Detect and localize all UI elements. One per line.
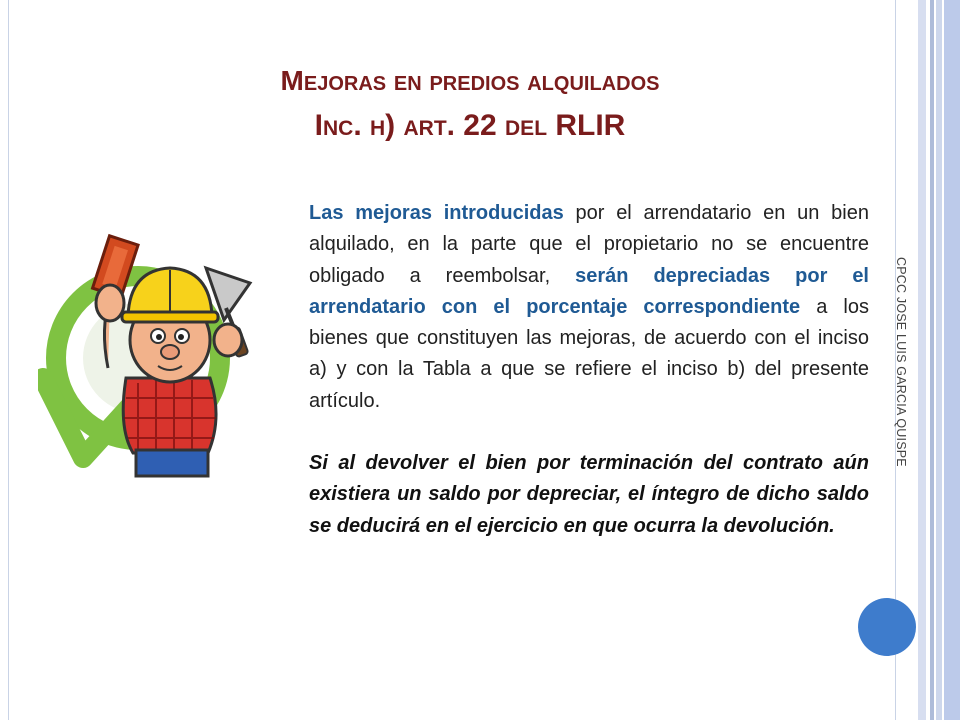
construction-worker-icon xyxy=(38,228,268,478)
decorative-stripe xyxy=(936,0,942,720)
decorative-stripe xyxy=(930,0,934,720)
highlight-depreciadas: serán depreciadas por el arrendatario con el porcentaje correspondiente xyxy=(309,264,869,318)
decorative-stripe xyxy=(918,0,926,720)
paragraph-1-text-b: a los bienes que constituyen las mejoras, de acuerdo con el inciso a) y con la Tabla a que se refiere el inciso b) del presente artículo. xyxy=(309,295,870,412)
title-line-1: Mejoras en predios alquilados xyxy=(280,65,660,96)
title-line-2: Inc. h) art. 22 del RLIR xyxy=(314,109,626,142)
decorative-circle xyxy=(858,598,916,656)
paragraph-2: Si al devolver el bien por terminación del contrato aún existiera un saldo por depreciar, el íntegro de dicho saldo se deducirá en el ejercicio en que ocurra la devolución. xyxy=(309,452,869,537)
body-text xyxy=(309,198,869,542)
slide-title xyxy=(150,58,790,148)
decorative-stripe xyxy=(944,0,960,720)
paragraph-1-text-a: por el arrendatario en un bien alquilado, en la parte que el propietario no se encuentre obligado a reembolsar, xyxy=(309,202,869,287)
jeans xyxy=(136,450,208,476)
frame-left-line xyxy=(8,0,9,720)
paragraph-1 xyxy=(309,198,869,417)
highlight-mejoras: Las mejoras introducidas xyxy=(309,202,564,224)
side-author-label: CPCC JOSE LUIS GARCIA QUISPE xyxy=(894,257,908,467)
